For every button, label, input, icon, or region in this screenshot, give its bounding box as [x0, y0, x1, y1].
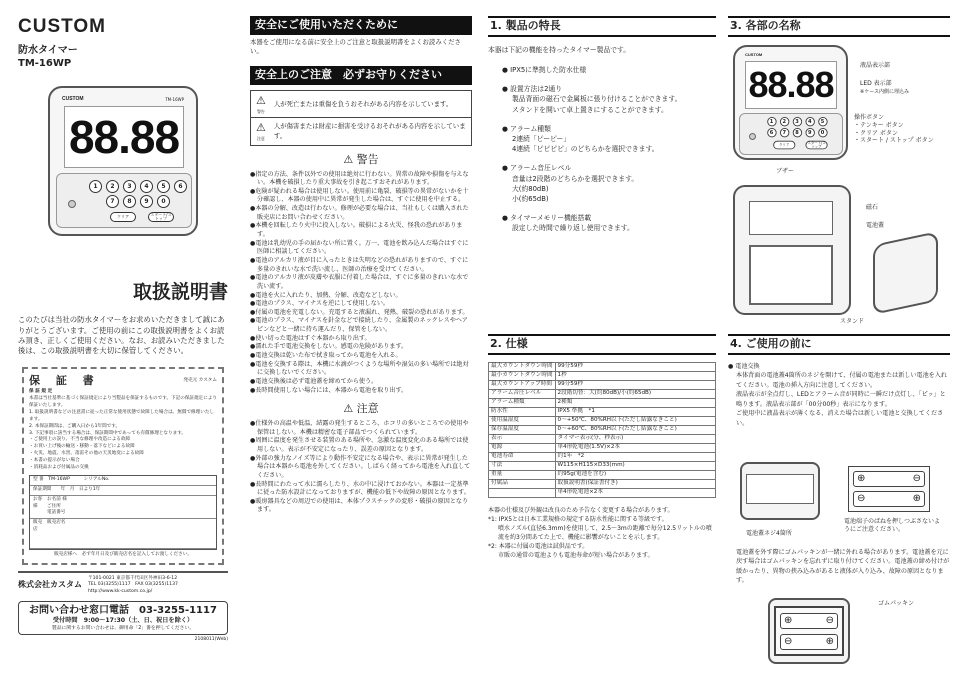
- label-buzzer: ブザー: [776, 168, 795, 175]
- spec-label: アラーム音圧レベル: [489, 390, 556, 399]
- spec-label: 付属品: [489, 480, 556, 489]
- spec-row: [489, 462, 716, 471]
- features-intro: 本器は下記の機能を持ったタイマー製品です。: [488, 45, 631, 54]
- feature-detail: 小(約65dB): [512, 194, 549, 203]
- spec-label: 保存温湿度: [489, 426, 556, 435]
- warning-list: [250, 171, 472, 396]
- spec-value: 1秒: [555, 372, 715, 381]
- section-spec-title: 2. 仕様: [488, 334, 716, 355]
- warning-icon: ⚠ 警告: [256, 94, 266, 115]
- warranty-term: ・お買い上げ後の輸送・移動・落下などによる故障: [29, 444, 135, 450]
- warning-item: ● 付属の電池を充電しない。充電すると液漏れ、発熱、破裂の恐れがあります。: [250, 309, 472, 318]
- spec-label: 電源: [489, 444, 556, 453]
- warning-item: ● 電池交換後は必ず電池蓋を締めてから使う。: [250, 378, 472, 387]
- caution-item: ● 外部の強力なノイズ等により動作不安定になる場合や、表示に異常が発生した場合は本器から電池を外してください。しばらく経ってから電池を入れ直してください。: [250, 455, 472, 481]
- spec-value: IPX5 準拠 *1: [555, 408, 715, 417]
- safety-column: [250, 0, 472, 679]
- spec-value: W115×H115×D33(mm): [555, 462, 715, 471]
- section-before-title: 4. ご使用の前に: [728, 334, 950, 355]
- side-diagram: [873, 231, 938, 315]
- warranty-card: [22, 367, 224, 566]
- buzzer-icon: [68, 200, 76, 208]
- battery-instructions: ● 電池交換 本体背面の電池蓋4箇所のネジを開けて、付属の電池または新しい電池を入れてください。電池の挿入方向に注意してください。 液晶表示が全点灯し、LEDとアラーム音が同時に一瞬だけ点灯し、「ピッ」と鳴ります。液晶表示部が「00分00秒」表示になります。 ご使用中に液晶表示が薄くなる、消えた場合は新しい電池と交換してください。: [728, 363, 947, 427]
- feature-detail: 音量は2段階のどちらかを選択できます。: [512, 174, 639, 183]
- label-led: LED 表示部 ※ケース内側に埋込み: [860, 80, 909, 95]
- feature-detail: 設定した時間で繰り返し使用できます。: [512, 224, 634, 233]
- warning-heading: ⚠ 警告: [343, 152, 379, 166]
- key-7: 7: [780, 128, 789, 137]
- warning-item: ● 濡れた手で電池交換をしない。感電の危険があります。: [250, 343, 472, 352]
- spec-row: [489, 471, 716, 480]
- warning-item: ● 電池のプラス、マイナスを逆にして使用しない。: [250, 300, 472, 309]
- warranty-term: 1. 取扱説明書などの注意書に従った正常な使用状態で故障した場合は、無償で修理いたします。: [29, 409, 215, 422]
- spec-row: [489, 372, 716, 381]
- caution-icon: ⚠ 注意: [256, 121, 266, 142]
- timer-brand: CUSTOM: [62, 96, 84, 102]
- key-6: 6: [767, 128, 776, 137]
- feature-heading: ● アラーム種類: [502, 125, 551, 133]
- spec-label: 防水性: [489, 408, 556, 417]
- spec-value: 0〜+60℃、80%RH以下(ただし結露なきこと): [555, 426, 715, 435]
- section-parts-title: 3. 各部の名称: [728, 16, 950, 37]
- spec-label: [489, 489, 556, 498]
- key-3: 3: [123, 180, 136, 193]
- warranty-seller: 発売元 カスタム: [183, 377, 217, 383]
- spec-notes: [488, 506, 716, 560]
- spec-table: [488, 362, 716, 498]
- label-lcd: 液晶表示部: [860, 62, 891, 69]
- key-0: 0: [157, 195, 170, 208]
- warning-item: ● 電池を交換する際は、本機に水滴がつくような場所や湿気の多い場所では絶対に交換しないでください。: [250, 361, 472, 378]
- feature-heading: ● タイマーメモリー機能搭載: [502, 214, 591, 222]
- key-7: 7: [106, 195, 119, 208]
- spec-block: [488, 362, 716, 560]
- spec-row: [489, 444, 716, 453]
- warning-item: ● 本器の分解、改造は行わない。修理が必要な場合は、当社もしくは購入された販売店にお問い合わせください。: [250, 205, 472, 222]
- product-name: 防水タイマー: [18, 44, 78, 56]
- spec-row: [489, 399, 716, 408]
- feature-item: [502, 65, 716, 75]
- spec-value: 0〜+50℃、80%RH以下(ただし結露なきこと): [555, 417, 715, 426]
- caution-item: ● 周囲に温度を発生させる装置のある場所や、急激な温度変化のある場所では使用しない。表示が不安定になったり、誤差の原因となります。: [250, 437, 472, 454]
- key-9: 9: [140, 195, 153, 208]
- spec-label: 電池寿命: [489, 453, 556, 462]
- key-5: 5: [157, 180, 170, 193]
- spec-row: [489, 453, 716, 462]
- key-1: 1: [89, 180, 102, 193]
- warning-item: ● 危険が疑われる場合は使用しない。使用前に亀裂、破損等の異常がないかを十分確認し、本器の使用中に異常が発生した場合は、すぐに使用を中止する。: [250, 188, 472, 205]
- warranty-term: ・火災、地震、水害、落雷その他の天災地変による故障: [29, 451, 144, 457]
- product-model: TM-16WP: [18, 57, 72, 69]
- warranty-term: 本書は当社基準に基づく保証規定により当製品を保証するものです。下記の保証規定により保証いたします。: [29, 396, 217, 408]
- spec-label: 使用温湿度: [489, 417, 556, 426]
- spec-label: 最大カウントアップ時間: [489, 381, 556, 390]
- feature-item: [502, 163, 716, 204]
- warning-item: ● 電池のプラス、マイナスを針金などで接続したり、金属製のネックレスやヘアピンなどと一緒に持ち運んだり、保管をしない。: [250, 317, 472, 334]
- start-stop-button: スタート/ストップ: [807, 140, 826, 149]
- key-2: 2: [780, 117, 789, 126]
- feature-detail: 2連続「ピーピー」: [512, 134, 571, 143]
- battery-compartment-diagram: ⊕ ⊖ ⊖ ⊕: [848, 466, 930, 512]
- start-stop-button: スタート/ストップ: [148, 212, 174, 222]
- spring-note: 電池端子のばねを押しつぶさないようにご注意ください。: [844, 518, 941, 533]
- spec-label: アラーム種類: [489, 399, 556, 408]
- features-spec-column: [488, 0, 716, 679]
- lcd-display: 88.88: [64, 106, 184, 168]
- warning-item: ● 電池は乳幼児の手の届かない所に置く。万一、電池を飲み込んだ場合はすぐに医師に相談してください。: [250, 240, 472, 257]
- warranty-heading: 保 証 規 定: [29, 389, 53, 395]
- company-url[interactable]: http://www.kk-custom.co.jp/: [88, 588, 153, 594]
- gasket-note: 電池蓋を外す際にゴムパッキンが一緒に外れる場合があります。電池蓋を元に戻す場合はゴムパッキンを忘れずに取り付けてください。電池蓋の締め付けが緩かったり、異物の挟み込みがあると液体が入り込み、故障の原因となります。: [736, 549, 950, 585]
- features: [488, 45, 716, 234]
- warranty-term: ・ご使用上の誤り、不当な修理や改造による故障: [29, 437, 131, 443]
- warning-item: ● 電池交換は乾いた布で拭き取ってから電池を入れる。: [250, 352, 472, 361]
- spec-row: [489, 426, 716, 435]
- spec-value: 約1年 *2: [555, 453, 715, 462]
- feature-item: [502, 213, 716, 233]
- spec-value: 約95g(電池を含む): [555, 471, 715, 480]
- spec-value: 99分59秒: [555, 363, 715, 372]
- spec-label: 最大カウントダウン時間: [489, 363, 556, 372]
- section-features-title: 1. 製品の特長: [488, 16, 716, 37]
- spec-row: [489, 480, 716, 489]
- feature-detail: 4連続「ピピピピ」のどちらかを選択できます。: [512, 145, 659, 154]
- spec-note: *1: IPX5とは日本工業規格の規定する防水性能に関する等級です。: [488, 516, 668, 523]
- spec-value: タイマー表示(分、秒表示): [555, 435, 715, 444]
- document-code: 2108011(Web): [194, 637, 228, 643]
- warning-item: ● 電池を火に入れたり、加熱、分解、改造などしない。: [250, 292, 472, 301]
- label-battery-cover: 電池蓋: [866, 222, 885, 229]
- spec-value: 99分59秒: [555, 381, 715, 390]
- key-8: 8: [123, 195, 136, 208]
- feature-detail: 大(約80dB): [512, 184, 549, 193]
- key-4: 4: [805, 117, 814, 126]
- company-info: 株式会社カスタム 〒101-0021 東京都千代田区外神田3-6-12 TEL 03(3255)1117 FAX 03(3255)1137 http://www.kk-custom.co.jp/: [18, 571, 228, 595]
- cover-column: [18, 0, 228, 679]
- key-5: 5: [818, 117, 827, 126]
- gasket-diagram: ⊕ ⊖ ⊖ ⊕: [768, 598, 850, 664]
- back-diagram: [733, 185, 851, 315]
- feature-item: [502, 124, 716, 155]
- feature-heading: ● 設置方法は2通り: [502, 85, 562, 93]
- warning-item: ● 長時間使用しない場合には、本器から電池を取り出す。: [250, 387, 472, 396]
- warning-item: ● 電池のアルカリ液が目に入ったときは失明などの恐れがありますので、すぐに多量のきれいな水で洗い流し、医師の治療を受けてください。: [250, 257, 472, 274]
- caution-item: ● 長時間にわたって水に濡らしたり、水の中に浸けておかない。本器は一定基準に従った防水設計になっておりますが、機能の低下や故障の原因となります。: [250, 481, 472, 498]
- warning-item: ● 本機を回転したり火中に投入しない。破損による火災、怪我の恐れがあります。: [250, 222, 472, 239]
- spec-value: 単4形乾電池×2本: [555, 489, 715, 498]
- contact-box: お問い合わせ窓口電話 03-3255-1117 受付時間 9:00〜17:30（土、日、祝日を除く） 製品に関するお問い合わせは、御用命「2」番を押してください。: [18, 601, 228, 635]
- spec-value: 取扱説明書(保証書付き): [555, 480, 715, 489]
- warranty-title: 保 証 書: [29, 373, 100, 387]
- warranty-terms: [29, 396, 217, 472]
- number-keys: [88, 180, 188, 222]
- battery-cover-diagram: [740, 462, 820, 520]
- parts-column: [728, 0, 950, 679]
- spec-row: [489, 408, 716, 417]
- key-1: 1: [767, 117, 776, 126]
- warranty-term: ・消耗品および付属品の交換: [29, 465, 89, 471]
- timer-illustration: [48, 86, 198, 236]
- key-8: 8: [792, 128, 801, 137]
- spec-note: 本器の仕様及び外観は改良のため予告なく変更する場合があります。: [488, 507, 674, 514]
- key-3: 3: [792, 117, 801, 126]
- timer-model: TM-16WP: [165, 97, 184, 102]
- spec-note: 噴水ノズル(直径6.3mm)を使用して、2.5〜3mの距離で毎分12.5リットルの噴流を約3分間あてた上で、機能に影響がないことを示します。: [498, 525, 712, 541]
- signal-word-table: ⚠ 警告 人が死亡または重傷を負うおそれがある内容を示しています。 ⚠ 注意 人が傷害または財産に損害を受けるおそれがある内容を示しています。: [250, 90, 472, 145]
- feature-heading: ● アラーム音圧レベル: [502, 164, 571, 172]
- intro-text: このたびは当社の防水タイマーをお求めいただきまして誠にありがとうございます。ご使用の前にこの取扱説明書をよくお読み頂き、正しくご使用ください。なお、お読みいただきました後は、この取扱説明書を大切に保管してください。: [18, 315, 225, 356]
- label-magnet: 磁石: [866, 204, 879, 211]
- feature-detail: 製品背面の磁石で金属板に張り付けることができます。: [512, 95, 682, 104]
- spec-row: [489, 390, 716, 399]
- feature-item: [502, 84, 716, 115]
- clear-button: クリア: [110, 212, 136, 222]
- warranty-term: 2. 本保証期間は、ご購入日から1年間です。: [29, 423, 121, 429]
- key-4: 4: [140, 180, 153, 193]
- label-gasket: ゴムパッキン: [878, 600, 914, 607]
- warning-item: ● 指定の方法、条件以外での使用は絶対に行わない。異常の故障や損傷を与えない。本機を破損したり重大事故を引き起こすおそれがあります。: [250, 171, 472, 188]
- spec-row: [489, 363, 716, 372]
- spec-note: 市販の通常の電池よりも電池寿命が短い場合があります。: [498, 552, 654, 559]
- safety-title: 安全にご使用いただくために: [250, 16, 472, 35]
- spec-row: [489, 381, 716, 390]
- feature-detail: スタンドを開いて卓上置きにすることができます。: [512, 105, 668, 114]
- spec-value: 単4形乾電池(1.5V)×2本: [555, 444, 715, 453]
- warranty-form: 型 番 TM-16WP シリアルNo. 保証期間 年 月 日より1年 お客様 お名前 様 ご住所 電話番号 販売店 販売店名: [29, 475, 217, 550]
- spec-row: [489, 417, 716, 426]
- buzzer-icon: [749, 133, 756, 140]
- warranty-footer: 販売店様へ 必ず年月日及び販売店名を記入してお渡しください。: [54, 552, 192, 558]
- warning-item: ● 電池のアルカリ液が皮膚や衣服に付着した場合は、すぐに多量のきれいな水で洗い流す。: [250, 274, 472, 291]
- caution-list: [250, 420, 472, 515]
- front-diagram: CUSTOM 88.88 1 2 3 4 5 6 7 8 9 0 クリア スタート/ストップ: [733, 45, 848, 160]
- spec-label: 最小カウントダウン時間: [489, 372, 556, 381]
- safety-title2: 安全上のご注意 必ずお守りください: [250, 66, 472, 85]
- clear-button: クリア: [773, 141, 795, 150]
- warranty-term: 3. 下記事項に該当する場合は、保証期間中であっても有償修理となります。: [29, 430, 187, 436]
- key-2: 2: [106, 180, 119, 193]
- label-screws: 電池蓋ネジ4箇所: [746, 530, 792, 537]
- spec-value: 2段階切替：大(約80dB)/小(約65dB): [555, 390, 715, 399]
- label-buttons: 操作ボタン ・テンキー ボタン ・クリア ボタン ・スタート / ストップ ボタン: [854, 114, 934, 145]
- key-0: 0: [818, 128, 827, 137]
- feature-heading: ● IPX5に準拠した防水仕様: [502, 66, 586, 74]
- key-6: 6: [174, 180, 187, 193]
- manual-title: 取扱説明書: [132, 280, 228, 303]
- spec-value: 2種類: [555, 399, 715, 408]
- caution-item: ● 仕様外の高温や低温、結露の発生するところ、ホコリの多いところでの使用や保管はしない。本機は精密な電子部品でつくられています。: [250, 420, 472, 437]
- warranty-term: ・本書の提示がない場合: [29, 458, 80, 464]
- safety-intro: 本器をご使用になる前に安全上のご注意と取扱説明書をよくお読みください。: [250, 37, 461, 56]
- warning-item: ● 使い切った電池はすぐ本器から取り出す。: [250, 335, 472, 344]
- brand-logo: CUSTOM: [18, 16, 106, 37]
- caution-item: ● 暖房器具などの周辺での使用は、本体プラスチックの変形・破損の原因となります。: [250, 498, 472, 515]
- spec-note: *2: 本器に付属の電池は試供品です。: [488, 543, 589, 550]
- spec-label: 寸法: [489, 462, 556, 471]
- key-9: 9: [805, 128, 814, 137]
- caution-heading: ⚠ 注意: [343, 402, 379, 416]
- spec-label: 重量: [489, 471, 556, 480]
- label-stand: スタンド: [840, 318, 865, 325]
- spec-row: [489, 489, 716, 498]
- spec-row: [489, 435, 716, 444]
- spec-label: 表示: [489, 435, 556, 444]
